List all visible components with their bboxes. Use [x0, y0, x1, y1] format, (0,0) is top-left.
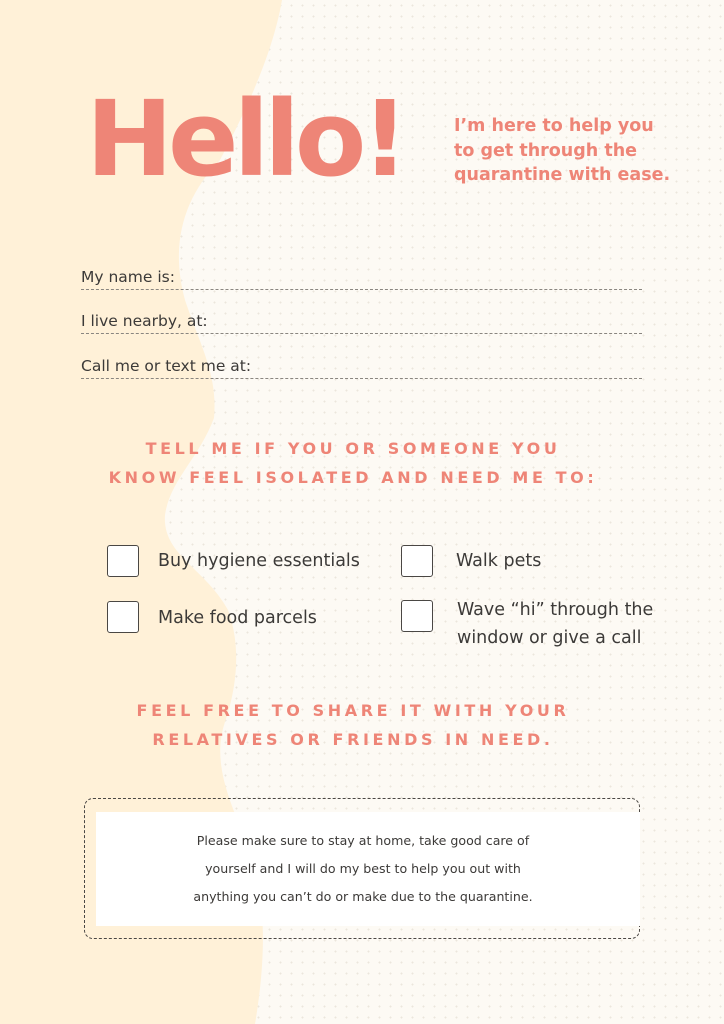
checklist-item-label — [457, 596, 653, 652]
note-line: Please make sure to stay at home, take good care of — [196, 833, 530, 848]
tagline-line: to get through the — [454, 140, 638, 161]
checkbox[interactable] — [107, 545, 139, 577]
name-field[interactable] — [81, 265, 642, 290]
tagline — [454, 114, 714, 188]
address-field[interactable] — [81, 309, 642, 334]
name-field-label: My name is: — [81, 268, 175, 286]
checklist-label-line: Walk pets — [456, 551, 542, 571]
request-heading-line: KNOW FEEL ISOLATED AND NEED ME TO: — [108, 468, 598, 487]
checklist-label-line: Buy hygiene essentials — [158, 551, 360, 571]
checkbox[interactable] — [107, 601, 139, 633]
address-field-label: I live nearby, at: — [81, 312, 208, 330]
checkbox[interactable] — [401, 600, 433, 632]
checklist-item-label — [158, 547, 360, 575]
checklist-label-line: Wave “hi” through the — [457, 600, 654, 620]
note-text — [96, 827, 630, 911]
request-heading-line: TELL ME IF YOU OR SOMEONE YOU — [145, 439, 561, 458]
checklist-label-line: window or give a call — [457, 628, 642, 648]
note-line: anything you can’t do or make due to the quarantine. — [193, 889, 533, 904]
checkbox[interactable] — [401, 545, 433, 577]
page-title: Hello! — [86, 78, 404, 200]
share-heading-line: FEEL FREE TO SHARE IT WITH YOUR — [136, 701, 570, 720]
checklist-item-label — [158, 604, 317, 632]
contact-field[interactable] — [81, 354, 642, 379]
tagline-line: quarantine with ease. — [454, 165, 671, 185]
checklist-label-line: Make food parcels — [158, 608, 317, 628]
note-line: yourself and I will do my best to help you out with — [205, 861, 521, 876]
share-heading-line: RELATIVES OR FRIENDS IN NEED. — [152, 730, 554, 749]
share-heading — [0, 696, 706, 754]
request-heading — [0, 434, 706, 492]
checklist-item-label — [456, 547, 541, 575]
contact-field-label: Call me or text me at: — [81, 357, 252, 375]
tagline-line: I’m here to help you — [454, 116, 654, 136]
